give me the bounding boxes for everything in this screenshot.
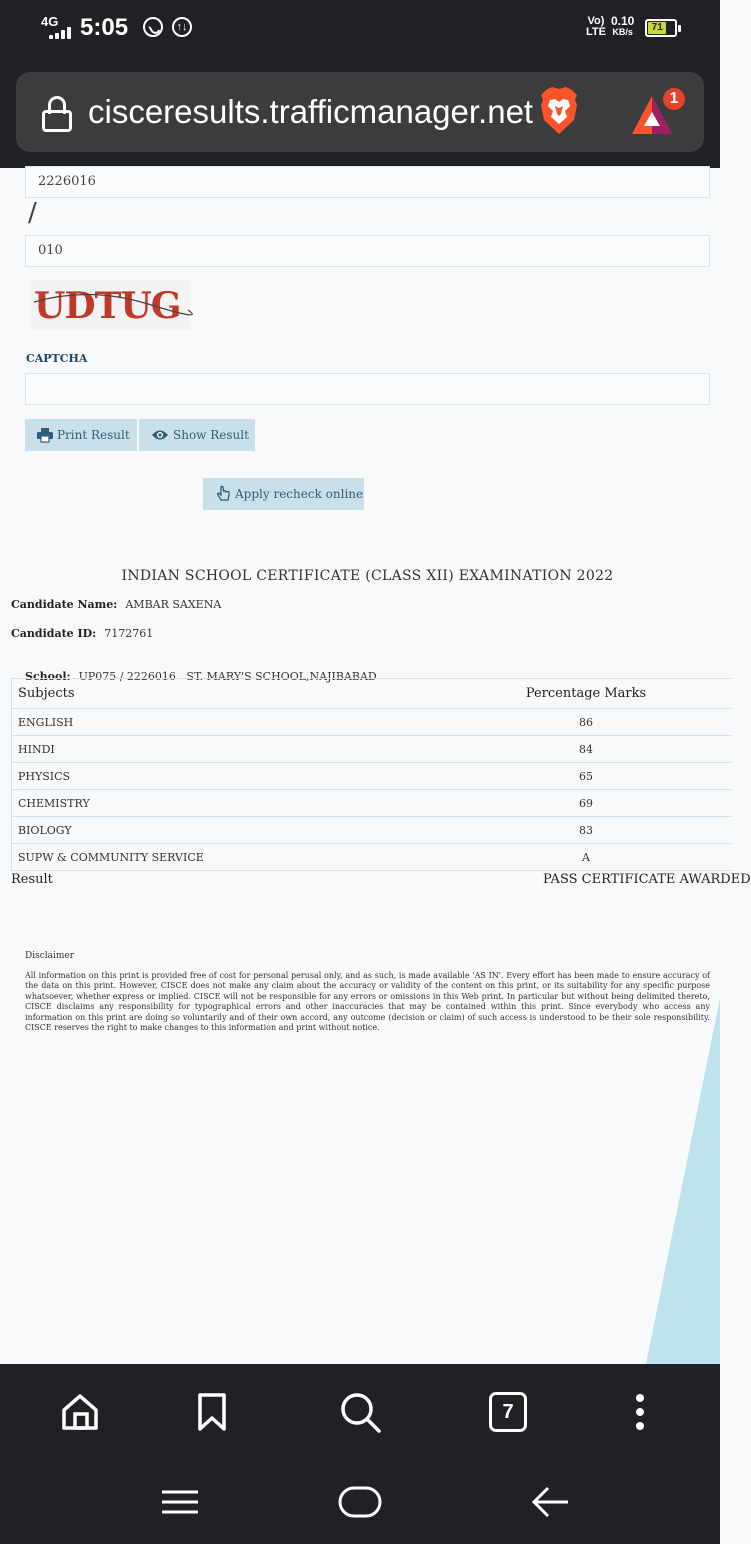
table-row xyxy=(12,763,732,790)
eye-icon xyxy=(151,429,169,441)
url-text[interactable]: cisceresults.trafficmanager.net xyxy=(88,93,534,130)
recent-apps-icon[interactable] xyxy=(150,1480,210,1524)
subject-cell: PHYSICS xyxy=(12,763,442,790)
subject-cell: BIOLOGY xyxy=(12,817,442,844)
network-type: 4G xyxy=(41,14,59,29)
search-icon[interactable] xyxy=(338,1390,382,1434)
apply-recheck-label: Apply recheck online xyxy=(235,487,364,501)
apply-recheck-button[interactable] xyxy=(203,478,364,510)
school-label: School: xyxy=(25,670,71,683)
table-row xyxy=(12,790,732,817)
table-row xyxy=(12,709,732,736)
volte-line-2: LTE xyxy=(586,26,606,38)
school-code-field[interactable]: 2226016 xyxy=(25,166,710,198)
signal-icon xyxy=(49,27,73,39)
subject-cell: SUPW & COMMUNITY SERVICE xyxy=(12,844,442,871)
candidate-id-value: 7172761 xyxy=(104,627,154,640)
home-nav-icon[interactable] xyxy=(330,1480,390,1524)
marks-cell: 83 xyxy=(441,817,731,844)
brave-shields-icon[interactable] xyxy=(538,86,580,136)
percentage-column-header: Percentage Marks xyxy=(441,679,731,709)
speed-value: 0.10 xyxy=(611,14,635,28)
marks-cell: 65 xyxy=(441,763,731,790)
tabs-button[interactable]: 7 xyxy=(489,1392,527,1432)
result-row xyxy=(11,872,751,887)
volte-indicator xyxy=(586,16,606,38)
notification-badge: 1 xyxy=(669,90,679,107)
print-result-label: Print Result xyxy=(57,428,130,442)
hand-pointer-icon xyxy=(215,486,231,502)
marks-cell: 84 xyxy=(441,736,731,763)
table-row xyxy=(12,736,732,763)
disclaimer-text: All information on this print is provided free of cost for personal perusal only, and as such, is made available 'AS IN'. Every effort has been made to ensure accuracy of the data on this print. However, CISCE does not make any claim about the accuracy or validity of the content on this print, or its suitability for any specific purpose whatsoever, whether express or implied. CISCE will not be responsible for any errors or omissions in this Web print. In particular but without being delimited thereto, CISCE disclaims any responsibility for typographical errors and other inaccuracies that may be contained within this print. Since everybody who access any information on this print are doing so voluntarily and of their own accord, any outcome (decision or claim) of such access is understood to be their sole responsibility. CISCE reserves the right to make changes to this information and print without notice. xyxy=(25,971,710,1033)
data-saver-icon: ↑↓ xyxy=(172,17,192,37)
print-result-button[interactable] xyxy=(25,419,137,451)
address-bar[interactable] xyxy=(16,72,704,152)
exam-title: INDIAN SCHOOL CERTIFICATE (CLASS XII) EXAMINATION 2022 xyxy=(121,568,614,584)
speed-unit: KB/s xyxy=(612,27,633,37)
status-bar xyxy=(0,0,720,60)
candidate-id-label: Candidate ID: xyxy=(11,627,97,640)
captcha-image xyxy=(30,280,190,330)
captcha-label: CAPTCHA xyxy=(26,352,88,365)
school-value: UP075 / 2226016 ST. MARY'S SCHOOL,NAJIBABAD xyxy=(78,670,377,683)
subject-cell: CHEMISTRY xyxy=(12,790,442,817)
result-label: Result xyxy=(11,872,53,887)
table-row xyxy=(12,844,732,871)
show-result-button[interactable] xyxy=(139,419,255,451)
candidate-name-label: Candidate Name: xyxy=(11,598,118,611)
marks-cell: A xyxy=(441,844,731,871)
more-icon[interactable] xyxy=(618,1390,662,1434)
marks-table xyxy=(11,678,731,871)
subjects-column-header: Subjects xyxy=(12,679,442,709)
network-speed xyxy=(611,15,634,38)
home-icon[interactable] xyxy=(58,1390,102,1434)
system-navigation-bar xyxy=(0,1460,720,1544)
show-result-label: Show Result xyxy=(173,428,249,442)
table-row xyxy=(12,817,732,844)
marks-header-row xyxy=(12,679,732,709)
captcha-input[interactable] xyxy=(25,373,710,405)
back-icon[interactable] xyxy=(520,1480,580,1524)
subject-cell: HINDI xyxy=(12,736,442,763)
result-value: PASS CERTIFICATE AWARDED xyxy=(543,872,751,887)
clock: 5:05 xyxy=(80,14,129,41)
marks-cell: 69 xyxy=(441,790,731,817)
candidate-name-row xyxy=(11,598,221,611)
web-page xyxy=(0,168,751,1364)
battery-icon xyxy=(645,19,677,37)
bookmark-icon[interactable] xyxy=(190,1390,234,1434)
battery-level: 71 xyxy=(648,22,666,34)
browser-toolbar xyxy=(0,60,720,168)
serial-number-field[interactable]: 010 xyxy=(25,235,710,267)
subject-cell: ENGLISH xyxy=(12,709,442,736)
candidate-name-value: AMBAR SAXENA xyxy=(125,598,222,611)
candidate-id-row xyxy=(11,627,153,640)
bottom-toolbar xyxy=(0,1364,720,1460)
volte-line-1: Vo) xyxy=(587,15,605,27)
captcha-text: UDTUG xyxy=(34,285,181,327)
marks-cell: 86 xyxy=(441,709,731,736)
whatsapp-icon xyxy=(143,17,163,37)
printer-icon xyxy=(37,428,53,442)
disclaimer-title: Disclaimer xyxy=(25,951,75,961)
separator-slash: / xyxy=(28,198,37,228)
lock-icon[interactable] xyxy=(41,96,73,132)
